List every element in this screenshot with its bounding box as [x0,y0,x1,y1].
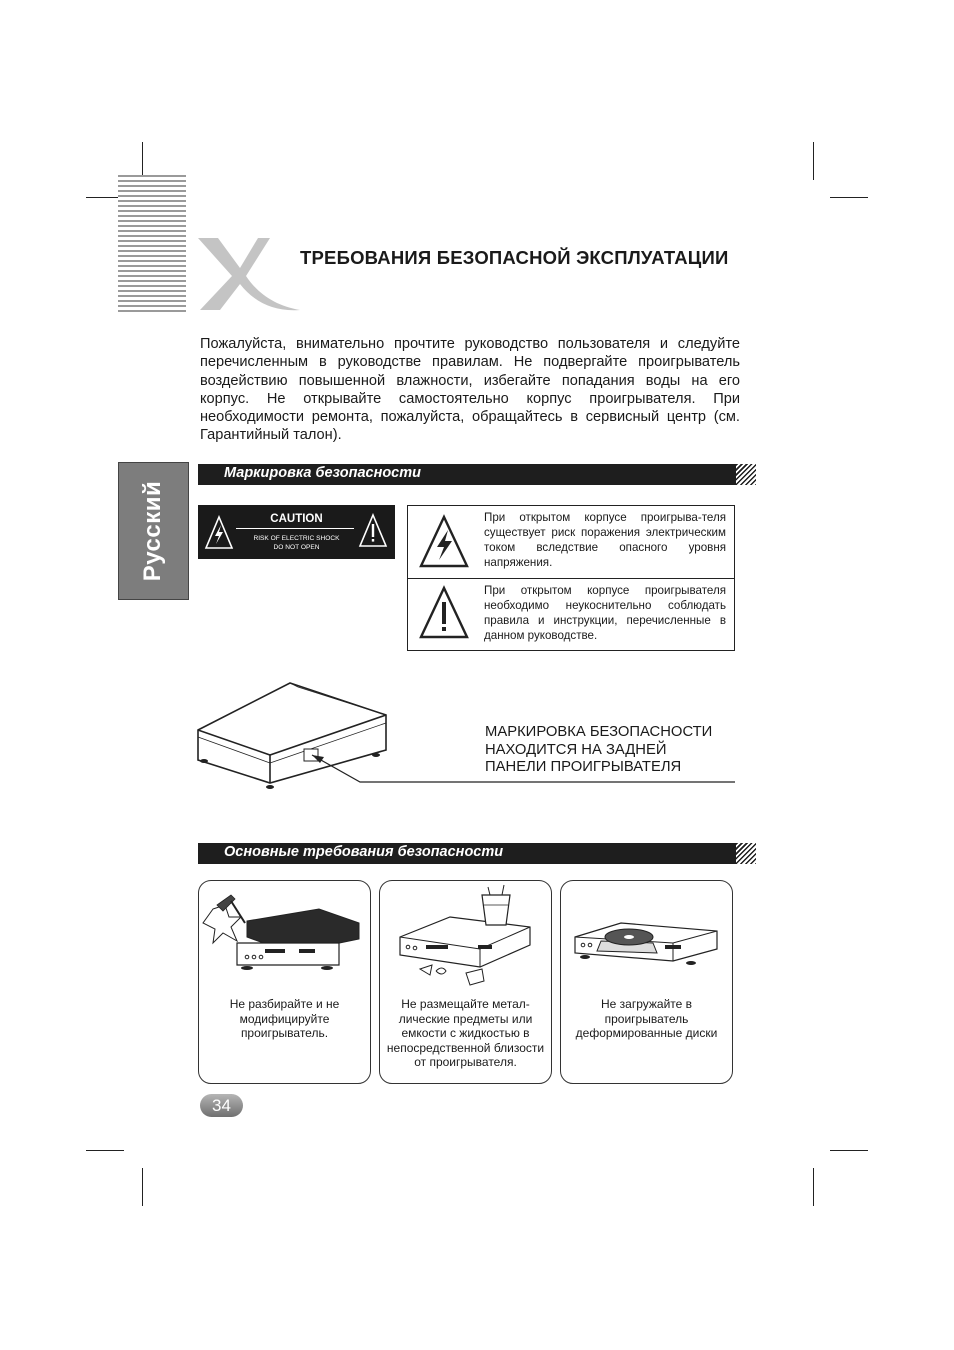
safety-card-disassembly [198,880,371,1084]
deformed-disc-illustration [561,881,732,991]
section-header-hatch [736,843,756,864]
section-header-hatch [736,464,756,485]
card-caption: Не разбирайте и не модифицируйте проигрыватель. [229,997,340,1041]
warning-table [407,505,735,651]
lightning-triangle-icon [418,514,470,570]
section-header-basic-requirements [198,843,738,864]
language-tab [118,462,189,600]
caution-title: CAUTION [270,513,323,525]
warning-text: При открытом корпусе проигрывателя необходимо неукоснительно соблюдать правила и инструкции, перечисленные в данном руководстве. [484,584,726,642]
crop-mark [830,197,868,198]
intro-paragraph: Пожалуйста, внимательно прочтите руководство пользователя и следуйте перечисленным в руководстве правилам. Не подвергайте проигрыватель воздействию повышенной влажности, избегайте попадания воды на его корпус. Не открывайте самостоятельно корпус проигрывателя. При необходимости ремонта, пожалуйста, обращайтесь в сервисный центр (см. Гарантийный талон). [200,336,740,444]
warning-text: При открытом корпусе проигрыва-теля существует риск поражения электрическим током вследствие опасного уровня напряжения. [484,511,726,569]
caution-label [198,505,395,559]
safety-location-note [485,724,712,777]
section-header-safety-marking [198,464,738,485]
note-line: МАРКИРОВКА БЕЗОПАСНОСТИ [485,724,713,740]
liquids-illustration [380,881,551,991]
warning-row [408,506,734,577]
card-caption: Не размещайте метал-лические предметы или емкости с жидкостью в непосредственной близости от проигрывателя. [386,997,545,1070]
language-tab-label: Русский [139,480,166,582]
disassembly-illustration [199,881,370,991]
exclamation-triangle-icon [418,585,470,641]
page-title: ТРЕБОВАНИЯ БЕЗОПАСНОЙ ЭКСПЛУАТАЦИИ [300,247,729,268]
section-title: Маркировка безопасности [224,465,421,481]
crop-mark [813,1168,814,1206]
caution-divider [236,528,354,529]
section-title: Основные требования безопасности [224,844,504,860]
caution-line: RISK OF ELECTRIC SHOCK [253,535,340,542]
crop-mark [813,142,814,180]
note-line: НАХОДИТСЯ НА ЗАДНЕЙ [485,741,667,758]
decorative-stripes [118,175,186,313]
card-caption: Не загружайте в проигрыватель деформированные диски [575,997,718,1041]
caution-text [198,534,395,552]
safety-card-liquids [379,880,552,1084]
crop-mark [86,1150,124,1151]
crop-mark [142,1168,143,1206]
note-line: ПАНЕЛИ ПРОИГРЫВАТЕЛЯ [485,759,682,776]
warning-row [408,578,734,650]
brand-logo-icon [196,236,302,312]
crop-mark [830,1150,868,1151]
safety-card-discs [560,880,733,1084]
page-number: 34 [200,1094,243,1117]
caution-line: DO NOT OPEN [273,544,320,551]
